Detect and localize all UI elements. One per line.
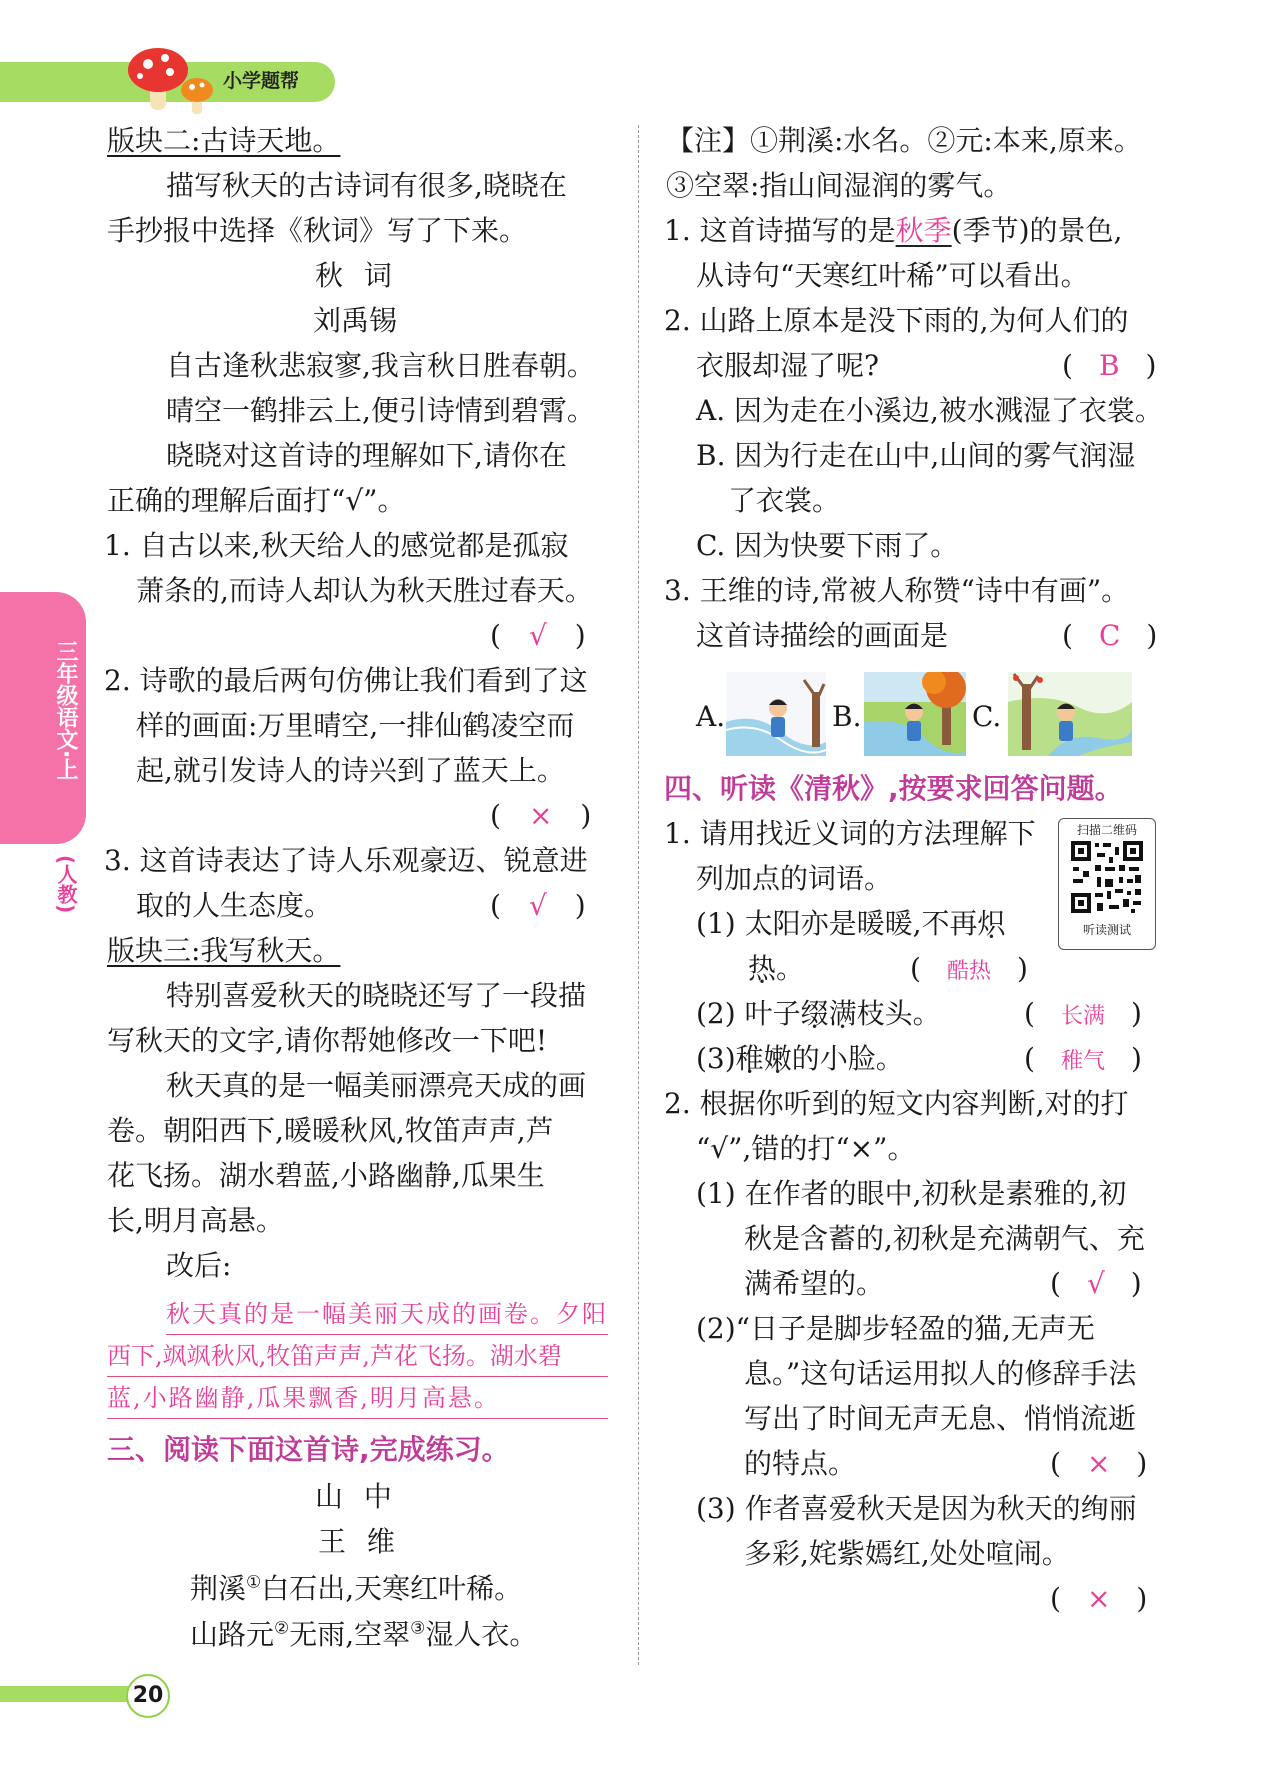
footnote-mark: ① [246,1572,262,1593]
passage-line: 长,明月高悬。 [107,1204,284,1237]
passage-line: 卷。朝阳西下,暖暖秋风,牧笛声声,芦 [107,1114,554,1147]
note-line: 【注】①荆溪:水名。②元:本来,原来。 [666,124,1142,157]
instruction-line: 正确的理解后面打“√”。 [107,484,406,517]
judge-item-text: 取的人生态度。 [136,889,333,922]
answer-paren: ( 长满 ) [1024,997,1142,1030]
option-label: A. [696,700,726,733]
qr-caption: 听读测试 [1082,923,1131,937]
question-text: 1. 请用找近义词的方法理解下 [664,817,1036,850]
poem-author: 王 维 [318,1525,401,1558]
column-divider [638,125,639,1665]
mushroom-logo [120,42,230,122]
answer-mark: B [1098,349,1120,382]
dotted-char: 热 [748,952,777,985]
answer-mark: √ [1086,1267,1105,1300]
answer-paren: ( × ) [490,799,592,832]
question-1 [664,214,1122,248]
answer-word: 长满 [1060,1004,1105,1029]
poem-title: 山 中 [315,1480,398,1513]
revised-answer-line: 秋天真的是一幅美丽天成的画卷。夕阳 [166,1300,608,1335]
section4-title: 四、听读《清秋》,按要求回答问题。 [664,772,1123,805]
subquestion-text [696,997,941,1031]
side-tab-edition: (人教) [54,855,78,914]
passage-line: 花飞扬。湖水碧蓝,小路幽静,瓜果生 [107,1159,545,1192]
judge-item-text: 萧条的,而诗人却认为秋天胜过春天。 [136,574,593,607]
answer-paren: ( √ ) [490,619,586,652]
question-text: 1. 这首诗描写的是 [664,214,896,247]
subquestion-text: 满希望的。 [744,1267,885,1300]
subquestion-text [696,1042,904,1076]
judge-item-text: 2. 诗歌的最后两句仿佛让我们看到了这 [104,664,588,697]
question-text: “√”,错的打“×”。 [696,1132,916,1165]
picture-option-a [726,672,826,756]
note-line: ③空翠:指山间湿润的雾气。 [666,169,1012,202]
answer-paren: ( B ) [1062,349,1157,382]
qr-caption: 扫描二维码 [1076,823,1137,837]
subquestion-text: (1) 在作者的眼中,初秋是素雅的,初 [696,1177,1127,1210]
judge-item-text: 起,就引发诗人的诗兴到了蓝天上。 [136,754,565,787]
question-text: 3. 王维的诗,常被人称赞“诗中有画”。 [664,574,1130,607]
question-text: 。 [776,952,805,985]
dotted-char: 稚 [735,1042,764,1075]
block3-line: 特别喜爱秋天的晓晓还写了一段描 [166,979,587,1012]
footnote-mark: ③ [410,1618,426,1639]
answer-paren: ( 酷热 ) [910,952,1028,985]
dotted-char: 满 [828,997,857,1030]
answer-mark: × [528,799,553,832]
side-tab-grade: 三年级语文·上 [53,640,78,781]
subquestion-text: (3) 作者喜爱秋天是因为秋天的绚丽 [696,1492,1137,1525]
option-label: B. [832,700,862,733]
passage-line: 秋天真的是一幅美丽漂亮天成的画 [166,1069,587,1102]
question-text: 枝头。 [856,997,941,1030]
qr-pattern [1069,839,1145,915]
option-text: C. 因为快要下雨了。 [696,529,959,562]
dotted-char: 缀 [800,997,829,1030]
dotted-char: 嫩 [763,1042,792,1075]
answer-mark: × [1086,1447,1111,1480]
subquestion-text [696,907,1005,941]
option-label: C. [972,700,1002,733]
poem-text: 无雨,空翠 [289,1618,411,1651]
answer-fill: 秋季 [895,214,952,247]
poem-title: 秋 词 [315,259,398,292]
answer-paren: ( C ) [1062,619,1158,652]
block3-line: 写秋天的文字,请你帮她修改一下吧! [107,1024,548,1057]
question-text: 的小脸。 [791,1042,904,1075]
qr-code[interactable] [1058,818,1156,950]
question-text: 衣服却湿了呢? [696,349,880,382]
poem-author: 刘禹锡 [313,304,398,337]
poem-line: 自古逢秋悲寂寥,我言秋日胜春朝。 [166,349,595,382]
section3-title: 三、阅读下面这首诗,完成练习。 [107,1433,510,1466]
intro-line: 描写秋天的古诗词有很多,晓晓在 [166,169,567,202]
answer-paren: ( √ ) [490,889,586,922]
answer-word: 酷热 [946,959,991,984]
revised-answer-line: 蓝,小路幽静,瓜果飘香,明月高悬。 [107,1384,608,1419]
subquestion-text [748,952,804,986]
brand-title: 小学题帮 [223,70,300,92]
dotted-char: 炽 [977,907,1006,940]
question-text: 2. 山路上原本是没下雨的,为何人们的 [664,304,1129,337]
question-text: (1) 太阳亦是暖暖,不再 [696,907,978,940]
revised-answer-line: 西下,飒飒秋风,牧笛声声,芦花飞扬。湖水碧 [107,1342,608,1377]
judge-item-text: 样的画面:万里晴空,一排仙鹤凌空而 [136,709,575,742]
picture-option-b [864,672,966,756]
answer-mark: × [1086,1582,1111,1615]
page-number: 20 [126,1674,170,1718]
block2-title: 版块二:古诗天地。 [107,124,341,157]
poem-line [190,1572,522,1606]
picture-option-c [1008,672,1132,756]
answer-paren: ( × ) [1050,1447,1148,1480]
judge-item-text: 3. 这首诗表达了诗人乐观豪迈、锐意进 [104,844,588,877]
subquestion-text: (2)“日子是脚步轻盈的猫,无声无 [696,1312,1095,1345]
answer-paren: ( × ) [1050,1582,1148,1615]
subquestion-text: 的特点。 [744,1447,857,1480]
answer-paren: ( 稚气 ) [1024,1042,1142,1075]
subquestion-text: 写出了时间无声无息、悄悄流逝 [744,1402,1137,1435]
subquestion-text: 秋是含蓄的,初秋是充满朝气、充 [744,1222,1145,1255]
poem-text: 荆溪 [190,1572,247,1605]
question-text: (3) [696,1042,736,1075]
answer-word: 稚气 [1060,1049,1105,1074]
question-text: 从诗句“天寒红叶稀”可以看出。 [696,259,1089,292]
judge-item-text: 1. 自古以来,秋天给人的感觉都是孤寂 [104,529,569,562]
poem-line: 晴空一鹤排云上,便引诗情到碧霄。 [166,394,595,427]
question-text: 列加点的词语。 [696,862,893,895]
revised-label: 改后: [166,1249,232,1282]
question-text: (2) 叶子 [696,997,801,1030]
question-text: 2. 根据你听到的短文内容判断,对的打 [664,1087,1129,1120]
poem-line [190,1618,537,1652]
poem-text: 湿人衣。 [425,1618,538,1651]
answer-mark: √ [528,889,547,922]
answer-mark: C [1098,619,1121,652]
poem-text: 山路元 [190,1618,275,1651]
footnote-mark: ② [274,1618,290,1639]
answer-paren: ( √ ) [1050,1267,1142,1300]
instruction-line: 晓晓对这首诗的理解如下,请你在 [166,439,567,472]
block3-title: 版块三:我写秋天。 [107,934,341,967]
poem-text: 白石出,天寒红叶稀。 [261,1572,523,1605]
option-text: A. 因为走在小溪边,被水溅湿了衣裳。 [696,394,1163,427]
subquestion-text: 多彩,姹紫嫣红,处处喧闹。 [744,1537,1070,1570]
subquestion-text: 息。”这句话运用拟人的修辞手法 [744,1357,1137,1390]
option-text: B. 因为行走在山中,山间的雾气润湿 [696,439,1136,472]
question-text: 这首诗描绘的画面是 [696,619,949,652]
question-text: (季节)的景色, [951,214,1123,247]
intro-line: 手抄报中选择《秋词》写了下来。 [107,214,528,247]
option-text: 了衣裳。 [728,484,841,517]
answer-mark: √ [528,619,547,652]
